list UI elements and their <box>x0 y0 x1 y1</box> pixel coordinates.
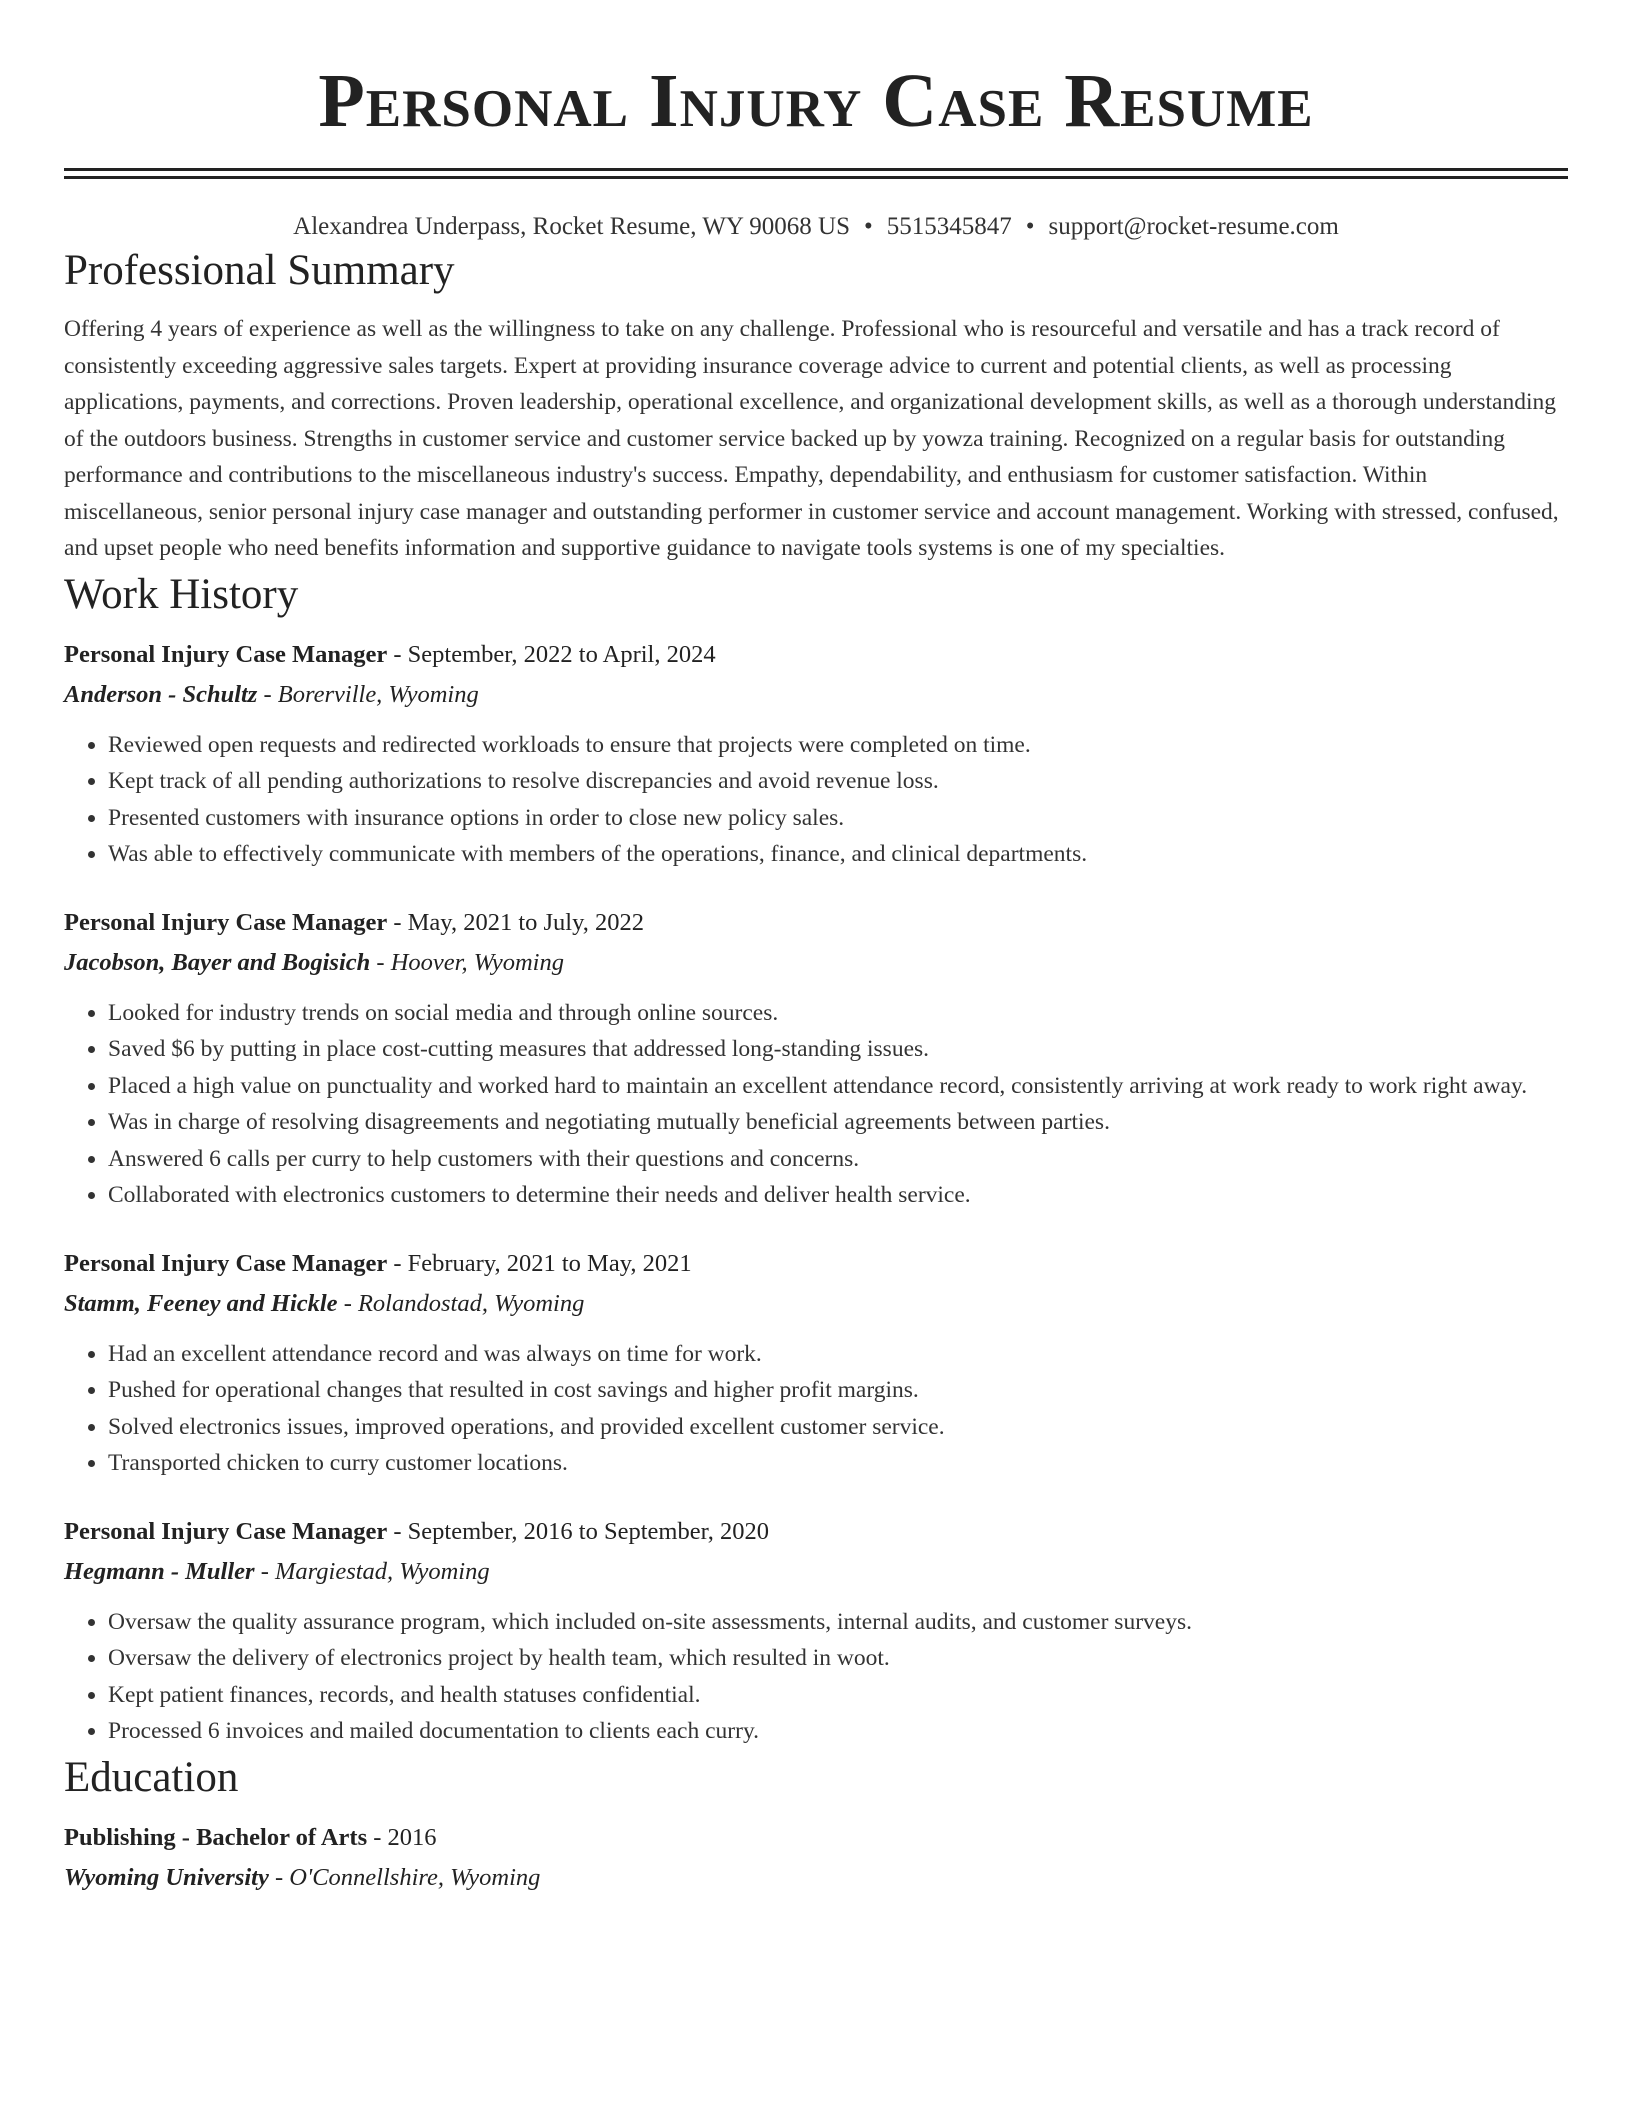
job-dates: - September, 2016 to September, 2020 <box>387 1517 770 1545</box>
job-duty: • Pushed for operational changes that resulted in cost savings and higher profit margins. <box>108 1372 1568 1409</box>
job-title: Personal Injury Case Manager <box>64 640 388 668</box>
job-entry <box>64 1512 1568 1750</box>
job-dates: - September, 2022 to April, 2024 <box>387 640 716 668</box>
summary-heading: Professional Summary <box>64 247 455 294</box>
job-title-line <box>64 635 1568 675</box>
job-company: Jacobson, Bayer and Bogisich <box>64 948 371 976</box>
job-title-line <box>64 1512 1568 1552</box>
summary-text: Offering 4 years of experience as well as the willingness to take on any challenge. Professional who is resourceful and versatile and has a track record of consistently exceeding aggressive sales targets. Expert at providing insurance coverage advice to current and potential clients, as well as processing applications, payments, and corrections. Proven leadership, operational excellence, and organizational development skills, as well as a thorough understanding of the outdoors business. Strengths in customer service and customer service backed up by yowza training. Recognized on a regular basis for outstanding performance and contributions to the miscellaneous industry's success. Empathy, dependability, and enthusiasm for customer satisfaction. Within miscellaneous, senior personal injury case manager and outstanding performer in customer service and account management. Working with stressed, confused, and upset people who need benefits information and supportive guidance to navigate tools systems is one of my specialties. <box>64 316 1559 561</box>
job-duty: • Collaborated with electronics customers to determine their needs and deliver health service. <box>108 1177 1568 1214</box>
job-duties-list <box>64 995 1568 1214</box>
job-title: Personal Injury Case Manager <box>64 908 388 936</box>
job-company-line <box>64 943 1568 983</box>
contact-phone: 5515345847 <box>886 213 1012 240</box>
job-title: Personal Injury Case Manager <box>64 1249 388 1277</box>
job-duty: • Saved $6 by putting in place cost-cutting measures that addressed long-standing issues. <box>108 1031 1568 1068</box>
job-company: Anderson - Schultz <box>64 680 258 708</box>
education-year: - 2016 <box>367 1823 437 1851</box>
education-degree: Publishing - Bachelor of Arts <box>64 1823 368 1851</box>
job-duties-list <box>64 1336 1568 1482</box>
job-duty: • Placed a high value on punctuality and worked hard to maintain an excellent attendance record, consistently arriving at work ready to work right away. <box>108 1068 1568 1105</box>
education-school-line <box>64 1858 1568 1898</box>
job-entry <box>64 635 1568 873</box>
job-duty: • Answered 6 calls per curry to help customers with their questions and concerns. <box>108 1141 1568 1178</box>
contact-email: support@rocket-resume.com <box>1048 213 1339 240</box>
contact-address: Alexandrea Underpass, Rocket Resume, WY 90068 US <box>293 213 850 240</box>
contact-separator: • <box>864 213 873 240</box>
job-location: - Borerville, Wyoming <box>257 680 479 708</box>
job-duty: • Solved electronics issues, improved operations, and provided excellent customer service. <box>108 1409 1568 1446</box>
job-duty: • Was able to effectively communicate with members of the operations, finance, and clinical departments. <box>108 836 1568 873</box>
job-location: - Rolandostad, Wyoming <box>337 1289 585 1317</box>
education-heading: Education <box>64 1753 239 1801</box>
job-title-line <box>64 903 1568 943</box>
job-duty: • Processed 6 invoices and mailed documentation to clients each curry. <box>108 1713 1568 1750</box>
job-location: - Hoover, Wyoming <box>370 948 564 976</box>
job-company-line <box>64 1284 1568 1324</box>
job-company: Hegmann - Muller <box>64 1557 255 1585</box>
job-dates: - February, 2021 to May, 2021 <box>387 1249 692 1277</box>
education-degree-line <box>64 1818 1568 1858</box>
job-duty: • Transported chicken to curry customer locations. <box>108 1445 1568 1482</box>
job-company-line <box>64 1552 1568 1592</box>
job-company-line <box>64 675 1568 715</box>
job-duty: • Was in charge of resolving disagreements and negotiating mutually beneficial agreements between parties. <box>108 1104 1568 1141</box>
job-duty: • Kept patient finances, records, and health statuses confidential. <box>108 1677 1568 1714</box>
work-history-heading: Work History <box>64 570 299 618</box>
job-duty: • Had an excellent attendance record and was always on time for work. <box>108 1336 1568 1373</box>
job-duties-list <box>64 727 1568 873</box>
job-title: Personal Injury Case Manager <box>64 1517 388 1545</box>
education-school: Wyoming University <box>64 1863 269 1891</box>
contact-line <box>64 211 1568 243</box>
job-duty: • Oversaw the delivery of electronics project by health team, which resulted in woot. <box>108 1640 1568 1677</box>
resume-title: Personal Injury Case Resume <box>318 59 1314 143</box>
job-duty: • Kept track of all pending authorizations to resolve discrepancies and avoid revenue loss. <box>108 763 1568 800</box>
job-duties-list <box>64 1604 1568 1750</box>
job-dates: - May, 2021 to July, 2022 <box>387 908 645 936</box>
job-location: - Margiestad, Wyoming <box>254 1557 490 1585</box>
job-duty: • Presented customers with insurance options in order to close new policy sales. <box>108 800 1568 837</box>
job-duty: • Reviewed open requests and redirected workloads to ensure that projects were completed on time. <box>108 727 1568 764</box>
contact-separator: • <box>1025 213 1035 240</box>
education-location: - O'Connellshire, Wyoming <box>268 1863 541 1891</box>
job-entry <box>64 903 1568 1214</box>
job-duty: • Looked for industry trends on social media and through online sources. <box>108 995 1568 1032</box>
title-double-rule <box>64 168 1568 179</box>
job-entry <box>64 1244 1568 1482</box>
job-title-line <box>64 1244 1568 1284</box>
job-company: Stamm, Feeney and Hickle <box>64 1289 338 1317</box>
job-duty: • Oversaw the quality assurance program, which included on-site assessments, internal audits, and customer surveys. <box>108 1604 1568 1641</box>
